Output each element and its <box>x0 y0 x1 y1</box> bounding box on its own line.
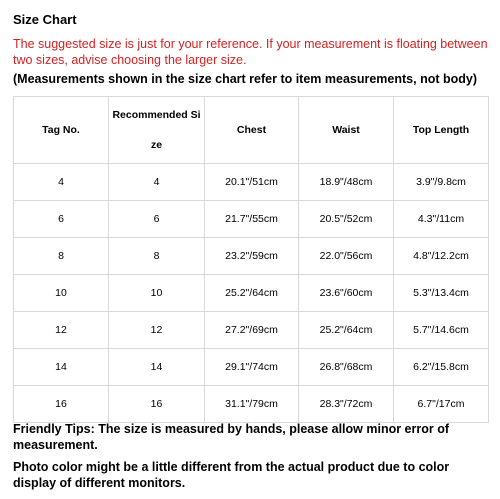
table-row <box>14 238 489 275</box>
photo-color-note: Photo color might be a little different from the actual product due to color display of different monitors. <box>13 460 450 490</box>
cell-waist: 25.2"/64cm <box>299 312 394 349</box>
header-tag-no: Tag No. <box>14 97 109 164</box>
cell-chest: 29.1"/74cm <box>205 349 299 386</box>
cell-waist: 26.8"/68cm <box>299 349 394 386</box>
cell-tag-no: 4 <box>14 164 109 201</box>
size-table-header-row <box>14 97 489 164</box>
table-row <box>14 312 489 349</box>
cell-recommended-size: 6 <box>109 201 205 238</box>
cell-chest: 21.7"/55cm <box>205 201 299 238</box>
cell-tag-no: 8 <box>14 238 109 275</box>
cell-tag-no: 6 <box>14 201 109 238</box>
cell-chest: 20.1"/51cm <box>205 164 299 201</box>
cell-recommended-size: 8 <box>109 238 205 275</box>
cell-waist: 20.5"/52cm <box>299 201 394 238</box>
cell-recommended-size: 12 <box>109 312 205 349</box>
header-waist: Waist <box>299 97 394 164</box>
table-row <box>14 349 489 386</box>
friendly-tips: Friendly Tips: The size is measured by hands, please allow minor error of measurement. <box>13 422 450 452</box>
cell-top-length: 6.7"/17cm <box>394 386 489 423</box>
cell-recommended-size: 16 <box>109 386 205 423</box>
cell-tag-no: 14 <box>14 349 109 386</box>
cell-tag-no: 12 <box>14 312 109 349</box>
cell-waist: 23.6"/60cm <box>299 275 394 312</box>
cell-top-length: 5.7"/14.6cm <box>394 312 489 349</box>
size-chart-title: Size Chart <box>13 12 77 27</box>
header-recommended-size <box>109 97 205 164</box>
cell-recommended-size: 14 <box>109 349 205 386</box>
cell-tag-no: 10 <box>14 275 109 312</box>
size-advice-notice: The suggested size is just for your reference. If your measurement is floating between two sizes, advise choosing the larger size. <box>13 37 488 67</box>
cell-top-length: 4.3"/11cm <box>394 201 489 238</box>
size-table <box>13 96 489 423</box>
cell-chest: 27.2"/69cm <box>205 312 299 349</box>
cell-tag-no: 16 <box>14 386 109 423</box>
cell-chest: 25.2"/64cm <box>205 275 299 312</box>
cell-waist: 28.3"/72cm <box>299 386 394 423</box>
cell-top-length: 6.2"/15.8cm <box>394 349 489 386</box>
header-recommended-size-label: Recommended Size <box>112 109 201 151</box>
header-chest: Chest <box>205 97 299 164</box>
cell-top-length: 3.9"/9.8cm <box>394 164 489 201</box>
table-row <box>14 201 489 238</box>
cell-chest: 31.1"/79cm <box>205 386 299 423</box>
table-row <box>14 164 489 201</box>
table-row <box>14 386 489 423</box>
table-row <box>14 275 489 312</box>
cell-recommended-size: 4 <box>109 164 205 201</box>
measurement-note: (Measurements shown in the size chart refer to item measurements, not body) <box>13 72 477 86</box>
cell-waist: 22.0"/56cm <box>299 238 394 275</box>
cell-recommended-size: 10 <box>109 275 205 312</box>
cell-top-length: 5.3"/13.4cm <box>394 275 489 312</box>
header-top-length: Top Length <box>394 97 489 164</box>
cell-top-length: 4.8"/12.2cm <box>394 238 489 275</box>
cell-waist: 18.9"/48cm <box>299 164 394 201</box>
cell-chest: 23.2"/59cm <box>205 238 299 275</box>
